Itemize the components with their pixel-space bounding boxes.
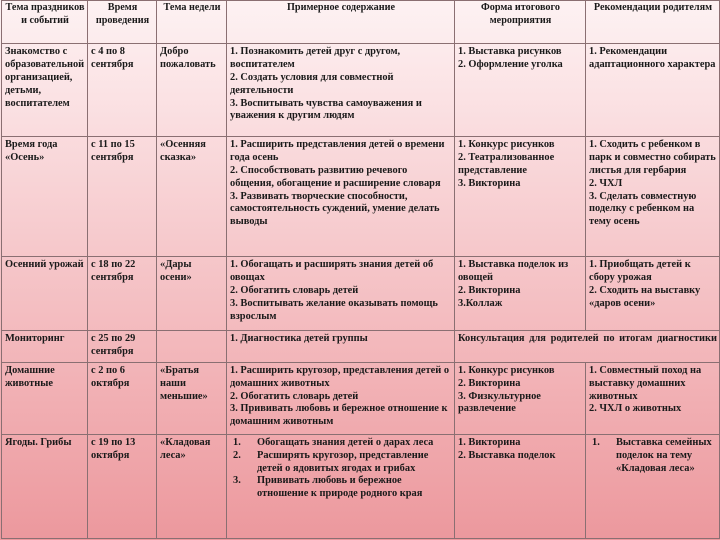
item-number: 1.: [592, 436, 600, 448]
advice-item: 1. Рекомендации адаптационного характера: [589, 46, 716, 70]
time-cell: с 2 по 6 октября: [88, 362, 157, 434]
event-item: 2. Викторина: [458, 377, 521, 389]
advice-item: 2. Сходить на выставку «даров осени»: [589, 284, 701, 309]
content-item: [230, 450, 452, 476]
content-cell: [227, 331, 455, 363]
week-cell: «Осенняя сказка»: [157, 137, 227, 257]
advice-cell: [586, 44, 720, 137]
advice-item: 2. ЧХЛ: [589, 177, 623, 189]
header-content: Примерное содержание: [227, 1, 455, 44]
content-item: 3. Развивать творческие способности, самостоятельность суждений, умение делать выводы: [230, 190, 440, 228]
table-row: [2, 257, 720, 331]
event-item: 1. Выставка поделок из овощей: [458, 259, 569, 283]
advice-item: 1. Совместный поход на выставку домашних животных: [589, 364, 702, 402]
time-cell: с 18 по 22 сентября: [88, 257, 157, 331]
week-cell: [157, 331, 227, 363]
header-time: Время проведения: [88, 1, 157, 44]
event-item: 1. Конкурс рисунков: [458, 139, 555, 150]
content-item: 1. Расширить представления детей о времени года осень: [230, 139, 445, 163]
content-item: 2. Обогатить словарь детей: [230, 390, 359, 402]
week-cell: «Дары осени»: [157, 257, 227, 331]
event-item: 3.Коллаж: [458, 297, 503, 309]
content-item: 1. Расширить кругозор, представления детей о домашних животных: [230, 364, 450, 389]
content-cell: [227, 44, 455, 137]
item-text: Выставка семейных поделок на тему «Кладовая леса»: [616, 436, 712, 474]
program-table: [1, 0, 720, 539]
content-item: 1. Диагностика детей группы: [230, 333, 368, 344]
advice-item: [589, 437, 717, 476]
table-row: [2, 44, 720, 137]
table-row: [2, 137, 720, 257]
week-cell: «Кладовая леса»: [157, 434, 227, 538]
content-cell: [227, 137, 455, 257]
content-item: 2. Создать условия для совместной деятельности: [230, 71, 394, 96]
advice-cell: [586, 362, 720, 434]
header-row: [2, 1, 720, 44]
item-text: Прививать любовь и бережное отношение к природе родного края: [257, 475, 423, 500]
content-item: 3. Прививать любовь и бережное отношение к домашним животным: [230, 403, 448, 428]
event-item: 3. Физкультурное развлечение: [458, 390, 541, 415]
advice-item: 2. ЧХЛ о животных: [589, 403, 682, 415]
content-item: 3. Воспитывать желание оказывать помощь взрослым: [230, 297, 438, 322]
event-span-cell: [455, 331, 720, 363]
event-cell: [455, 434, 586, 538]
header-topic: Тема праздников и событий: [2, 1, 88, 44]
table-row: [2, 362, 720, 434]
event-item: 2. Викторина: [458, 284, 521, 296]
event-item: 2. Театрализованное представление: [458, 151, 555, 176]
time-cell: с 4 по 8 сентября: [88, 44, 157, 137]
table-row: [2, 434, 720, 538]
item-text: Расширять кругозор, представление детей о ядовитых ягодах и грибах: [257, 449, 429, 474]
content-list: [230, 437, 452, 501]
event-cell: [455, 137, 586, 257]
item-number: 1.: [233, 436, 241, 448]
content-item: 2. Обогатить словарь детей: [230, 284, 359, 296]
content-item: 1. Познакомить детей друг с другом, воспитателем: [230, 46, 401, 70]
event-cell: [455, 257, 586, 331]
consultation-text: Консультация для родителей по итогам диагностики: [458, 333, 717, 344]
event-cell: [455, 44, 586, 137]
topic-cell: Домашние животные: [2, 362, 88, 434]
advice-item: 1. Сходить с ребенком в парк и совместно собирать листья для гербария: [589, 139, 716, 176]
advice-cell: [586, 257, 720, 331]
time-cell: с 11 по 15 сентября: [88, 137, 157, 257]
advice-item: 1. Приобщать детей к сбору урожая: [589, 259, 691, 283]
event-item: 1. Викторина: [458, 436, 521, 448]
topic-cell: Знакомство с образовательной организацией, детьми, воспитателем: [2, 44, 88, 137]
item-text: Обогащать знания детей о дарах леса: [257, 436, 434, 448]
content-cell: [227, 362, 455, 434]
content-item: [230, 475, 452, 501]
table-row: [2, 331, 720, 363]
event-cell: [455, 362, 586, 434]
content-item: 3. Воспитывать чувства самоуважения и уважения к другим людям: [230, 97, 422, 122]
header-week: Тема недели: [157, 1, 227, 44]
topic-cell: Ягоды. Грибы: [2, 434, 88, 538]
item-number: 2.: [233, 449, 241, 461]
advice-list: [589, 437, 717, 476]
topic-cell: Осенний урожай: [2, 257, 88, 331]
event-item: 2. Оформление уголка: [458, 58, 563, 70]
topic-cell: Мониторинг: [2, 331, 88, 363]
header-advice: Рекомендации родителям: [586, 1, 720, 44]
content-item: 1. Обогащать и расширять знания детей об овощах: [230, 259, 434, 283]
content-cell: [227, 257, 455, 331]
week-cell: «Братья наши меньшие»: [157, 362, 227, 434]
time-cell: с 25 по 29 сентября: [88, 331, 157, 363]
content-item: 2. Способствовать развитию речевого общения, обогащение и расширение словаря: [230, 164, 441, 189]
item-number: 3.: [233, 475, 241, 487]
event-item: 1. Конкурс рисунков: [458, 364, 555, 376]
time-cell: с 19 по 13 октября: [88, 434, 157, 538]
advice-item: 3. Сделать совместную поделку с ребенком на тему осень: [589, 190, 697, 228]
content-cell: [227, 434, 455, 538]
week-cell: Добро пожаловать: [157, 44, 227, 137]
content-item: [230, 437, 452, 450]
event-item: 1. Выставка рисунков: [458, 46, 562, 57]
advice-cell: [586, 137, 720, 257]
advice-cell: [586, 434, 720, 538]
event-item: 2. Выставка поделок: [458, 449, 556, 461]
event-item: 3. Викторина: [458, 177, 521, 189]
topic-cell: Время года «Осень»: [2, 137, 88, 257]
header-event: Форма итогового мероприятия: [455, 1, 586, 44]
